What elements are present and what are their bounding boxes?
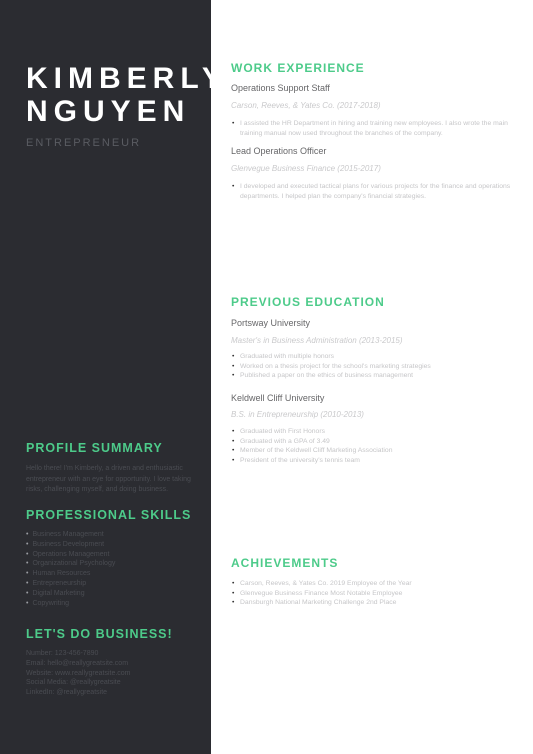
education-heading: PREVIOUS EDUCATION <box>231 295 385 309</box>
school-degree: Master's in Business Administration (2013-2015) <box>231 336 403 345</box>
school-degree: B.S. in Entrepreneurship (2010-2013) <box>231 410 364 419</box>
skill-item: • Business Development <box>26 540 115 550</box>
achievement-item: • Dansburgh National Marketing Challenge 2nd Place <box>231 598 511 608</box>
job-company: Glenvegue Business Finance (2015-2017) <box>231 164 381 173</box>
contact-heading: LET'S DO BUSINESS! <box>26 627 173 641</box>
school-bullet: • Graduated with a GPA of 3.49 <box>231 437 511 447</box>
skill-item: • Digital Marketing <box>26 589 115 599</box>
skill-item: • Organizational Psychology <box>26 559 115 569</box>
contact-details <box>26 649 131 698</box>
school-bullet: • Graduated with First Honors <box>231 427 511 437</box>
achievement-item: • Carson, Reeves, & Yates Co. 2019 Employee of the Year <box>231 579 511 589</box>
contact-website[interactable]: Website: www.reallygreatsite.com <box>26 669 131 677</box>
work-experience-heading: WORK EXPERIENCE <box>231 61 365 75</box>
contact-email[interactable]: Email: hello@reallygreatsite.com <box>26 659 129 667</box>
job-bullets <box>231 119 511 138</box>
achievement-item: • Glenvegue Business Finance Most Notable Employee <box>231 589 511 599</box>
job-role: ENTREPRENEUR <box>26 137 142 149</box>
contact-phone: Number: 123-456-7890 <box>26 650 99 657</box>
school-name: Keldwell Cliff University <box>231 393 325 403</box>
contact-linkedin: LinkedIn: @reallygreatsite <box>26 689 108 697</box>
skill-item: • Business Management <box>26 530 115 540</box>
school-bullet: • Graduated with multiple honors <box>231 352 511 362</box>
school-bullet: • President of the university's tennis team <box>231 456 511 466</box>
achievements-heading: ACHIEVEMENTS <box>231 556 339 570</box>
full-name <box>26 62 228 128</box>
school-bullet: • Member of the Keldwell Cliff Marketing Association <box>231 446 511 456</box>
school-name: Portsway University <box>231 318 311 328</box>
job-title: Lead Operations Officer <box>231 146 327 156</box>
skills-heading: PROFESSIONAL SKILLS <box>26 508 192 522</box>
job-bullet: • I developed and executed tactical plans for various projects for the finance and operations departments. I helped plan the company's financial strategies. <box>231 182 511 201</box>
school-bullet: • Published a paper on the ethics of business management <box>231 371 511 381</box>
last-name: NGUYEN <box>26 95 191 128</box>
job-title: Operations Support Staff <box>231 83 330 93</box>
achievements-list <box>231 579 511 608</box>
skills-list <box>26 530 115 608</box>
school-bullets <box>231 352 511 381</box>
contact-social: Social Media: @reallygreatsite <box>26 679 121 687</box>
job-bullets <box>231 182 511 201</box>
job-bullet: • I assisted the HR Department in hiring and training new employees. I also wrote the main training manual now used throughout the branches of the company. <box>231 119 511 138</box>
skill-item: • Human Resources <box>26 569 115 579</box>
skill-item: • Operations Management <box>26 550 115 560</box>
first-name: KIMBERLY <box>26 62 228 95</box>
job-company: Carson, Reeves, & Yates Co. (2017-2018) <box>231 101 381 110</box>
skill-item: • Entrepreneurship <box>26 579 115 589</box>
profile-summary-text: Hello there! I'm Kimberly, a driven and enthusiastic entrepreneur with an eye for opportunity. I love taking risks, challenging myself, and doing business. <box>26 465 191 493</box>
skill-item: • Copywriting <box>26 599 115 609</box>
school-bullet: • Worked on a thesis project for the school's marketing strategies <box>231 362 511 372</box>
sidebar <box>0 0 228 754</box>
profile-summary-heading: PROFILE SUMMARY <box>26 441 163 455</box>
school-bullets <box>231 427 511 465</box>
